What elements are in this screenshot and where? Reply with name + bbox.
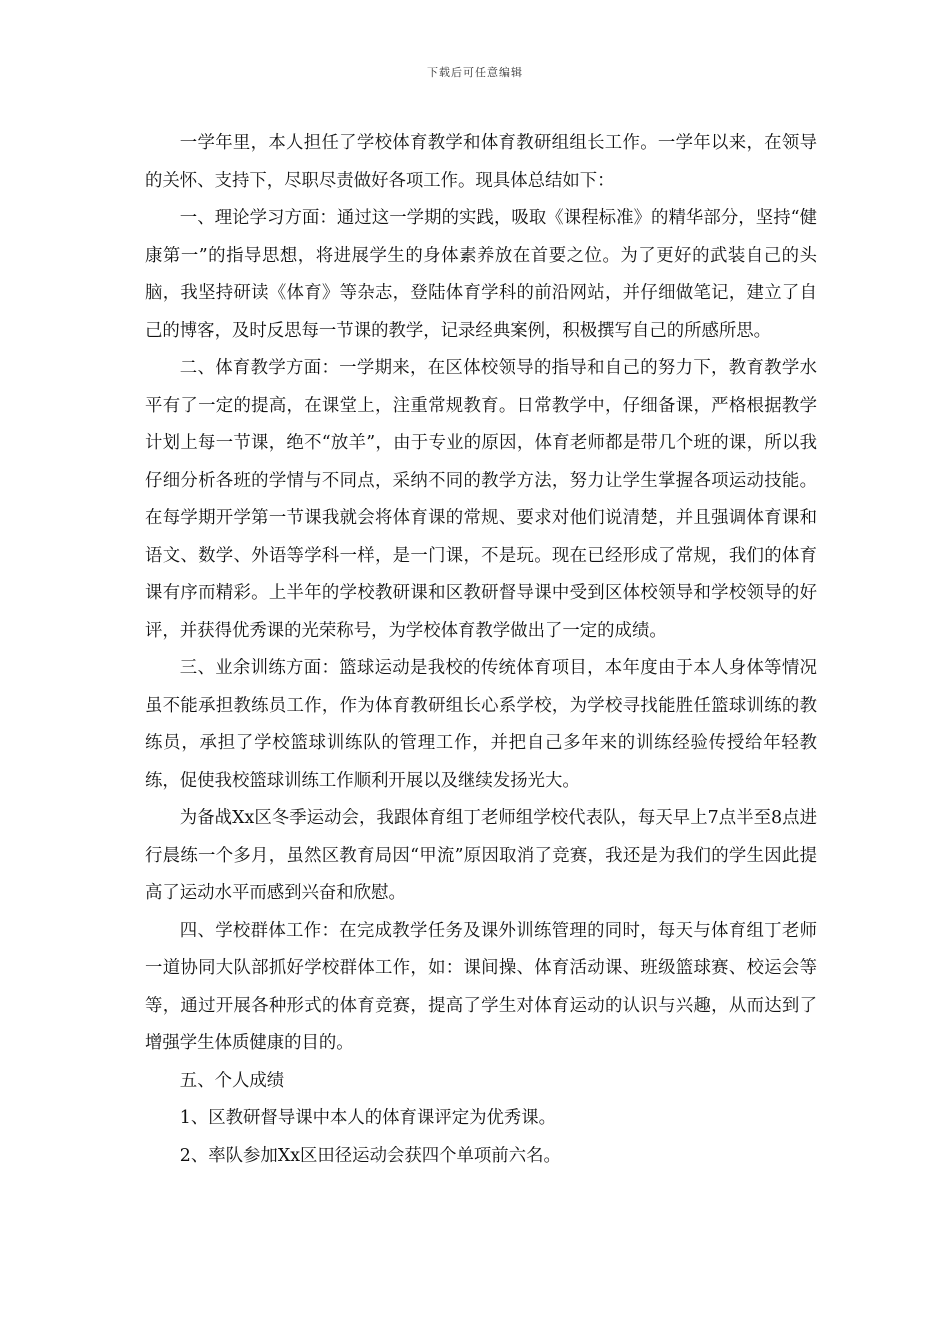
paragraph-personal-results-heading: 五、个人成绩	[179, 1070, 285, 1091]
paragraph-result-2: 2、率队参加Xx区田径运动会获四个单项前六名。	[179, 1145, 561, 1166]
paragraph-intro: 一学年里，本人担任了学校体育教学和体育教研组组长工作。一学年以来，在领导的关怀、支持下，尽职尽责做好各项工作。现具体总结如下：	[145, 133, 817, 191]
document-body	[145, 125, 817, 1175]
paragraph-theory-study: 一、理论学习方面：通过这一学期的实践，吸取《课程标准》的精华部分，坚持“健康第一”的指导思想，将进展学生的身体素养放在首要之位。为了更好的武装自己的头脑，我坚持研读《体育》等杂志，登陆体育学科的前沿网站，并仔细做笔记，建立了自己的博客，及时反思每一节课的教学，记录经典案例，积极撰写自己的所感所思。	[145, 208, 817, 341]
page-header: 下载后可任意编辑	[427, 66, 523, 79]
paragraph-group-work: 四、学校群体工作：在完成教学任务及课外训练管理的同时，每天与体育组丁老师一道协同大队部抓好学校群体工作，如：课间操、体育活动课、班级篮球赛、校运会等等，通过开展各种形式的体育竞赛，提高了学生对体育运动的认识与兴趣，从而达到了增强学生体质健康的目的。	[145, 920, 817, 1053]
paragraph-pe-teaching: 二、体育教学方面：一学期来，在区体校领导的指导和自己的努力下，教育教学水平有了一定的提高，在课堂上，注重常规教育。日常教学中，仔细备课，严格根据教学计划上每一节课，绝不“放羊”，由于专业的原因，体育老师都是带几个班的课，所以我仔细分析各班的学情与不同点，采纳不同的教学方法，努力让学生掌握各项运动技能。在每学期开学第一节课我就会将体育课的常规、要求对他们说清楚，并且强调体育课和语文、数学、外语等学科一样，是一门课，不是玩。现在已经形成了常规，我们的体育课有序而精彩。上半年的学校教研课和区教研督导课中受到区体校领导和学校领导的好评，并获得优秀课的光荣称号，为学校体育教学做出了一定的成绩。	[145, 358, 817, 641]
paragraph-winter-games: 为备战Xx区冬季运动会，我跟体育组丁老师组学校代表队，每天早上7点半至8点进行晨练一个多月，虽然区教育局因“甲流”原因取消了竞赛，我还是为我们的学生因此提高了运动水平而感到兴奋和欣慰。	[145, 808, 817, 903]
paragraph-result-1: 1、区教研督导课中本人的体育课评定为优秀课。	[179, 1108, 557, 1128]
paragraph-amateur-training: 三、业余训练方面：篮球运动是我校的传统体育项目，本年度由于本人身体等情况虽不能承担教练员工作，作为体育教研组长心系学校，为学校寻找能胜任篮球训练的教练员，承担了学校篮球训练队的管理工作，并把自己多年来的训练经验传授给年轻教练，促使我校篮球训练工作顺利开展以及继续发扬光大。	[145, 658, 817, 791]
